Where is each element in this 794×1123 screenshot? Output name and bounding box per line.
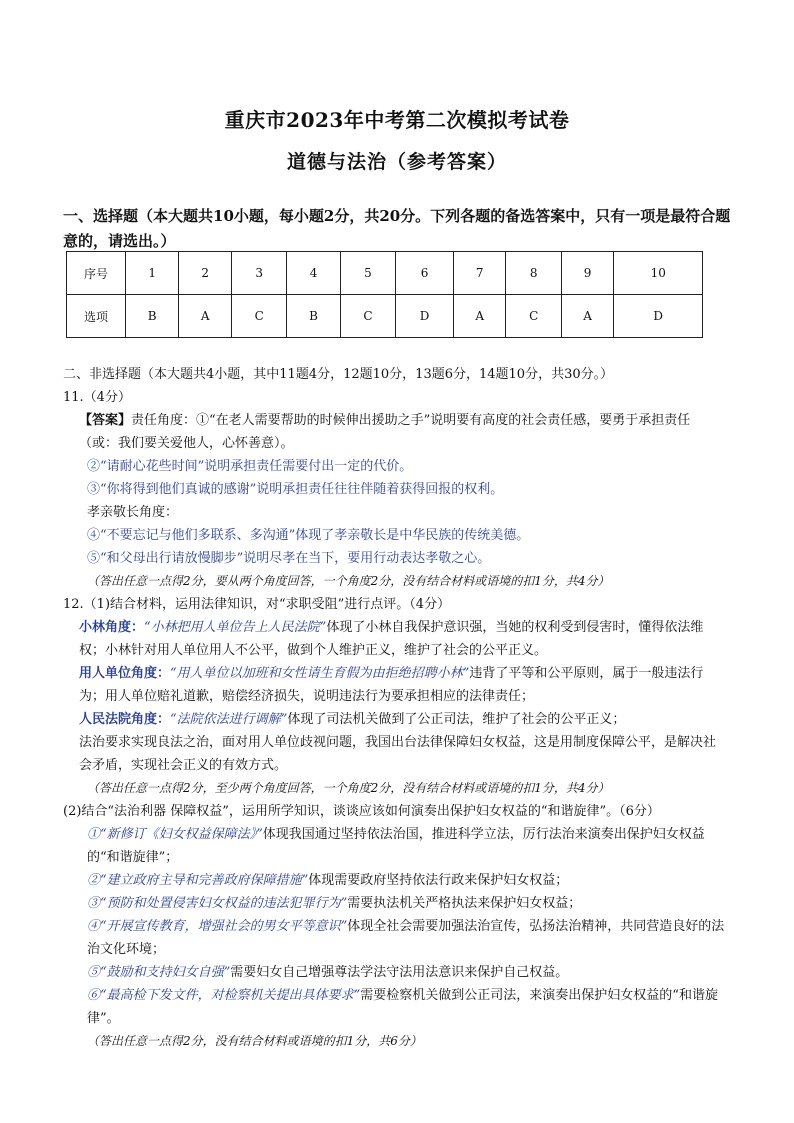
q12-2-item5 [63,961,728,984]
q12-a-quote: “小林把用人单位告上人民法院” [144,620,327,635]
table-cell: 5 [340,252,395,295]
text: 需要执法机关严格执法来保护妇女权益； [347,896,582,911]
table-cell: A [561,295,614,338]
quote: ⑤“鼓励和支持妇女自强” [87,965,231,980]
table-cell: A [179,295,232,338]
q12-2-item6 [63,984,728,1030]
table-cell: 1 [126,252,179,295]
q12-part-b [63,662,728,708]
q12-2-item1 [63,823,728,869]
answer-tag: 【答案】 [79,413,132,428]
table-cell: D [614,295,703,338]
quote: ③“预防和处置侵害妇女权益的违法犯罪行为” [87,896,348,911]
q12-label: 12.（1)结合材料，运用法律知识，对“求职受阻”进行点评。（4分） [63,597,451,612]
page-subtitle: 道德与法治（参考答案） [286,151,507,173]
text: 需要妇女自己增强尊法学法守法用法意识来保护自己权益。 [230,965,569,980]
q12-a-text: 体现了小林自我保护意识强，当她的权利受到侵害时，懂得依法维权；小林针对用人单位用人不公平，做到个人维护正义，维护了社会的公平正义。 [79,620,704,658]
table-cell: B [287,295,340,338]
quote: ④“开展宣传教育，增强社会的男女平等意识” [87,919,348,934]
quote: ⑥“最高检下发文件，对检察机关提出具体要求” [87,988,361,1003]
text: 体现全社会需要加强法治宣传，弘扬法治精神，共同营造良好的法治文化环境； [87,919,725,957]
text: 体现需要政府坚持依法行政来保护妇女权益； [308,873,569,888]
q11-line2: ②“请耐心花些时间”说明承担责任需要付出一定的代价。 [87,459,413,474]
q12-c-title: 人民法院角度： [79,712,171,727]
q12-2-item2 [63,869,728,892]
q12-b-quote: “用人单位以加班和女性请生育假为由拒绝招聘小林” [170,666,470,681]
q12-part-c [63,708,728,731]
q12-b-title: 用人单位角度： [79,666,171,681]
table-row-numbers [67,252,703,295]
text: 体现我国通过坚持依法治国，推进科学立法，厉行法治来演奏出保护妇女权益的“和谐旋律”； [87,827,705,865]
quote: ②“建立政府主导和完善政府保障措施” [87,873,309,888]
q11-line6: ⑤“和父母出行请放慢脚步”说明尽孝在当下，要用行动表达孝敬之心。 [87,551,491,566]
q12-2-label: (2)结合“法治利器 保障权益”，运用所学知识，谈谈应该如何演奏出保护妇女权益的“和谐旋律”。（6分） [63,804,660,819]
quote: ①“新修订《妇女权益保障法》” [87,827,263,842]
q12-part-a [63,616,728,662]
table-cell: 2 [179,252,232,295]
table-row-answers [67,295,703,338]
table-cell: B [126,295,179,338]
table-cell: D [396,295,454,338]
q11-label: 11.（4分） [63,390,131,405]
q12-2-item3 [63,892,728,915]
table-cell: C [506,295,561,338]
table-cell: 9 [561,252,614,295]
table-header-number: 序号 [67,252,126,295]
q12-a-title: 小林角度： [79,620,145,635]
table-cell: 3 [231,252,286,295]
q11-line5: ④“不要忘记与他们多联系、多沟通”体现了孝亲敬长是中华民族的传统美德。 [87,528,530,543]
q11-line1: 责任角度：①“在老人需要帮助的时候伸出援助之手”说明要有高度的社会责任感，要勇于承担责任（或：我们要关爱他人，心怀善意）。 [79,413,691,451]
table-cell: C [340,295,395,338]
section1-heading: 一、选择题（本大题共10小题，每小题2分，共20分。下列各题的备选答案中，只有一项是最符合题意的，请选出。） [63,207,731,250]
table-header-answer: 选项 [67,295,126,338]
q12-2-item4 [63,915,728,961]
page-title: 重庆市2023年中考第二次模拟考试卷 [224,108,570,132]
q11-line4: 孝亲敬长角度： [87,505,179,520]
q12-b-text: 违背了平等和公平原则，属于一般违法行为；用人单位赔礼道歉，赔偿经济损失，说明违法行为要承担相应的法律责任； [79,666,704,704]
table-cell: 4 [287,252,340,295]
table-cell: C [231,295,286,338]
section2-heading: 二、非选择题（本大题共4小题，其中11题4分，12题10分，13题6分，14题10分，共30分。） [63,367,614,382]
q12-c-text2: 法治要求实现良法之治，面对用人单位歧视问题，我国出台法律保障妇女权益，这是用制度保障公平，是解决社会矛盾，实现社会正义的有效方式。 [79,735,717,773]
table-cell: A [453,295,506,338]
table-cell: 7 [453,252,506,295]
q11-note: （答出任意一点得2分，要从两个角度回答，一个角度2分，没有结合材料或语境的扣1分，共4分） [87,574,610,588]
table-cell: 8 [506,252,561,295]
q11-answer [63,409,728,455]
answer-table [66,251,703,338]
q12-c-quote: “法院依法进行调解” [170,712,288,727]
q12-c-text: 体现了司法机关做到了公正司法，维护了社会的公平正义； [287,712,626,727]
q12-note: （答出任意一点得2分，至少两个角度回答，一个角度2分，没有结合材料或语境的扣1分，共4分） [87,781,610,795]
section2 [63,363,728,1053]
table-cell: 6 [396,252,454,295]
q11-line3: ③“你将得到他们真诚的感谢”说明承担责任往往伴随着获得回报的权利。 [87,482,504,497]
text: 需要检察机关做到公正司法，来演奏出保护妇女权益的“和谐旋律”。 [87,988,718,1026]
q12-2-note: （答出任意一点得2分，没有结合材料或语境的扣1分，共6分） [87,1034,422,1048]
table-cell: 10 [614,252,703,295]
